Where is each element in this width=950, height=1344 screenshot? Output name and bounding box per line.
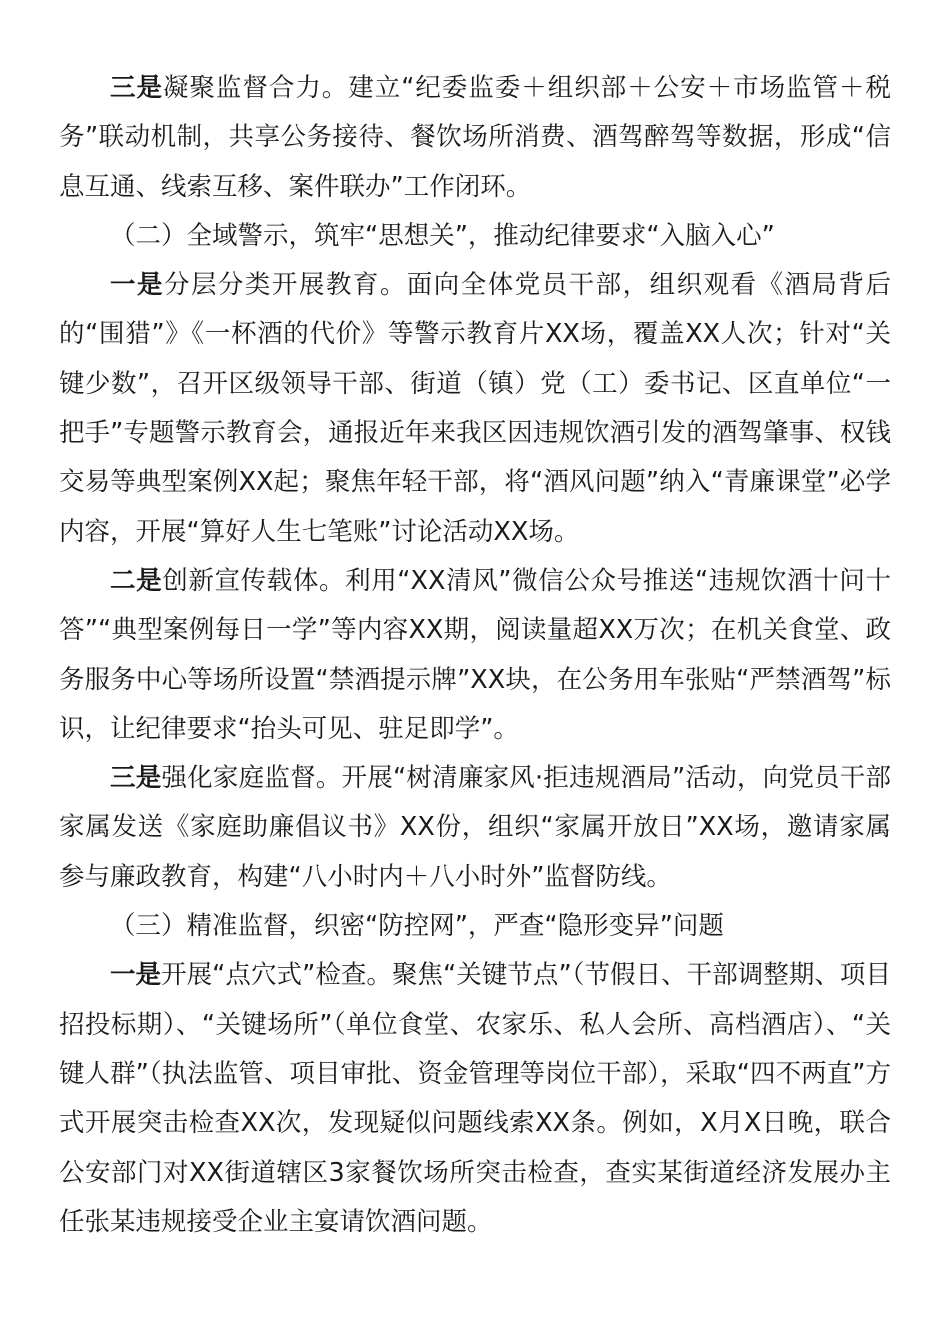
paragraph-text: 凝聚监督合力。建立“纪委监委＋组织部＋公安＋市场监管＋税务”联动机制，共享公务接待、餐饮场所消费、酒驾醉驾等数据，形成“信息互通、线索互移、案件联办”工作闭环。: [59, 73, 891, 202]
paragraph-text: 创新宣传载体。利用“XX清风”微信公众号推送“违规饮酒十问十答”“典型案例每日一学”等内容XX期，阅读量超XX万次；在机关食堂、政务服务中心等场所设置“禁酒提示牌”XX块，在公务用车张贴“严禁酒驾”标识，让纪律要求“抬头可见、驻足即学”。: [59, 565, 891, 744]
paragraph-joint-supervision: [59, 64, 891, 212]
paragraph-lead: 二是: [110, 565, 163, 596]
paragraph-spot-checks: [59, 951, 891, 1247]
section-heading-3: （三）精准监督，织密“防控网”，严查“隐形变异”问题: [110, 911, 724, 942]
paragraph-text: 强化家庭监督。开展“树清廉家风·拒违规酒局”活动，向党员干部家属发送《家庭助廉倡议书》XX份，组织“家属开放日”XX场，邀请家属参与廉政教育，构建“八小时内＋八小时外”监督防线。: [59, 763, 891, 892]
paragraph-lead: 三是: [110, 763, 162, 794]
paragraph-publicity-carriers: [59, 557, 891, 754]
paragraph-lead: 一是: [110, 960, 162, 991]
paragraph-lead: 一是: [110, 270, 164, 301]
paragraph-lead: 三是: [110, 73, 163, 103]
paragraph-family-supervision: [59, 754, 891, 902]
paragraph-layered-education: [59, 261, 891, 557]
paragraph-text: 分层分类开展教育。面向全体党员干部，组织观看《酒局背后的“围猎”》《一杯酒的代价》等警示教育片XX场，覆盖XX人次；针对“关键少数”，召开区级领导干部、街道（镇）党（工）委书记、区直单位“一把手”专题警示教育会，通报近年来我区因违规饮酒引发的酒驾肇事、权钱交易等典型案例XX起；聚焦年轻干部，将“酒风问题”纳入“青廉课堂”必学内容，开展“算好人生七笔账”讨论活动XX场。: [59, 270, 891, 547]
paragraph-text: 开展“点穴式”检查。聚焦“关键节点”（节假日、干部调整期、项目招投标期）、“关键场所”（单位食堂、农家乐、私人会所、高档酒店）、“关键人群”（执法监管、项目审批、资金管理等岗位干部），采取“四不两直”方式开展突击检查XX次，发现疑似问题线索XX条。例如，X月X日晚，联合公安部门对XX街道辖区3家餐饮场所突击检查，查实某街道经济发展办主任张某违规接受企业主宴请饮酒问题。: [59, 960, 891, 1237]
document-page: [59, 64, 891, 1247]
section-heading-2: （二）全域警示，筑牢“思想关”，推动纪律要求“入脑入心”: [110, 220, 775, 251]
